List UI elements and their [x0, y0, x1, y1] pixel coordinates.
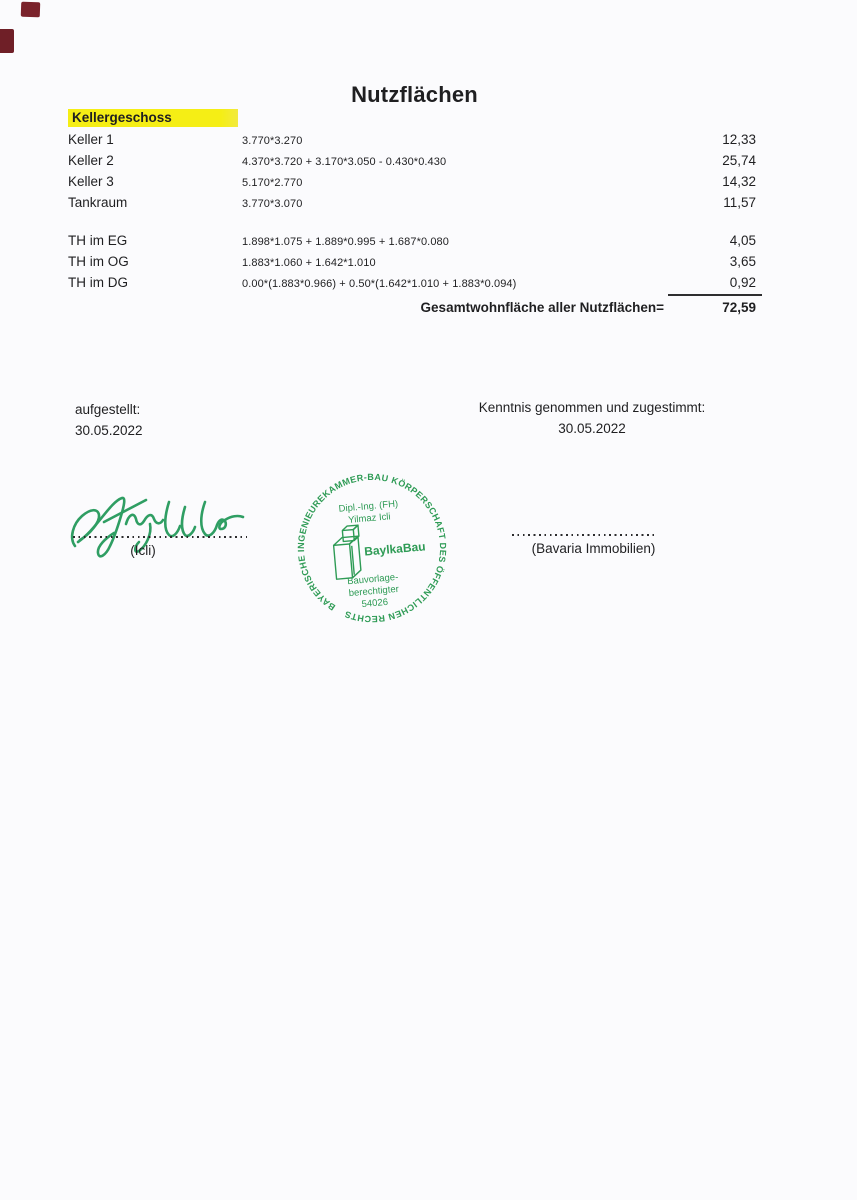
row-formula: 5.170*2.770 [242, 177, 303, 189]
row-value: 11,57 [723, 195, 756, 210]
row-value: 3,65 [729, 254, 756, 269]
row-value: 14,32 [722, 174, 756, 189]
row-value: 4,05 [729, 233, 756, 248]
sum-rule [668, 294, 762, 296]
row-label: Keller 1 [68, 132, 114, 147]
page-title: Nutzflächen [351, 82, 478, 107]
stamp-name-line: Yilmaz Icli [347, 511, 392, 526]
acknowledged-block [462, 397, 722, 439]
prepared-label: aufgestellt: [75, 402, 141, 417]
row-label: Keller 3 [68, 174, 114, 189]
row-formula: 1.883*1.060 + 1.642*1.010 [242, 257, 376, 269]
row-formula: 0.00*(1.883*0.966) + 0.50*(1.642*1.010 + 1.883*0.094) [242, 278, 517, 290]
table-row [68, 272, 762, 293]
area-calculation-table [68, 109, 762, 318]
prepared-date: 30.05.2022 [75, 423, 143, 438]
stamp-title-line: Dipl.-Ing. (FH) [338, 498, 399, 515]
table-row [68, 230, 762, 251]
signature-dotted-line-left [73, 536, 247, 538]
signature [66, 482, 251, 577]
row-formula: 1.898*1.075 + 1.889*0.995 + 1.687*0.080 [242, 236, 449, 248]
signer-name-right: (Bavaria Immobilien) [531, 541, 656, 556]
total-label: Gesamtwohnfläche aller Nutzflächen= [420, 300, 664, 315]
row-label: TH im OG [68, 254, 129, 269]
table-row [68, 251, 762, 272]
row-value: 25,74 [722, 153, 756, 168]
total-row [68, 297, 762, 318]
acknowledged-label: Kenntnis genommen und zugestimmt: [478, 400, 706, 415]
stamp-role-line1: Bauvorlage- [346, 571, 399, 588]
table-row [68, 192, 762, 213]
row-value: 12,33 [722, 132, 756, 147]
row-formula: 3.770*3.270 [242, 135, 303, 147]
signature-dotted-line-right [512, 534, 654, 536]
row-label: Keller 2 [68, 153, 114, 168]
table-row [68, 171, 762, 192]
row-value: 0,92 [729, 275, 756, 290]
scan-artifact-mark-top [21, 2, 41, 18]
stamp-ring-text: BAYERISCHE INGENIEUREKAMMER-BAU KÖRPERSCHAFT DES ÖFFENTLICHEN RECHTS [295, 471, 449, 625]
row-formula: 3.770*3.070 [242, 198, 303, 210]
prepared-block [75, 399, 143, 441]
acknowledged-date: 30.05.2022 [558, 421, 626, 436]
row-formula: 4.370*3.720 + 3.170*3.050 - 0.430*0.430 [242, 156, 447, 168]
row-label: TH im DG [68, 275, 128, 290]
engineer-chamber-stamp [282, 458, 462, 638]
row-label: Tankraum [68, 195, 128, 210]
stamp-brand: BaylkaBau [363, 539, 427, 559]
row-spacer [68, 213, 762, 230]
stamp-cube-logo-icon [332, 525, 362, 579]
section-header-kellergeschoss: Kellergeschoss [68, 109, 238, 127]
scan-artifact-mark-left [0, 29, 14, 53]
table-row [68, 150, 762, 171]
stamp-role-line2: berechtigter [348, 583, 400, 600]
total-value: 72,59 [722, 300, 756, 315]
table-row [68, 129, 762, 150]
row-label: TH im EG [68, 233, 128, 248]
stamp-center-content [330, 497, 430, 613]
stamp-number: 54026 [361, 596, 389, 611]
signer-name-left: (Icli) [130, 543, 156, 558]
